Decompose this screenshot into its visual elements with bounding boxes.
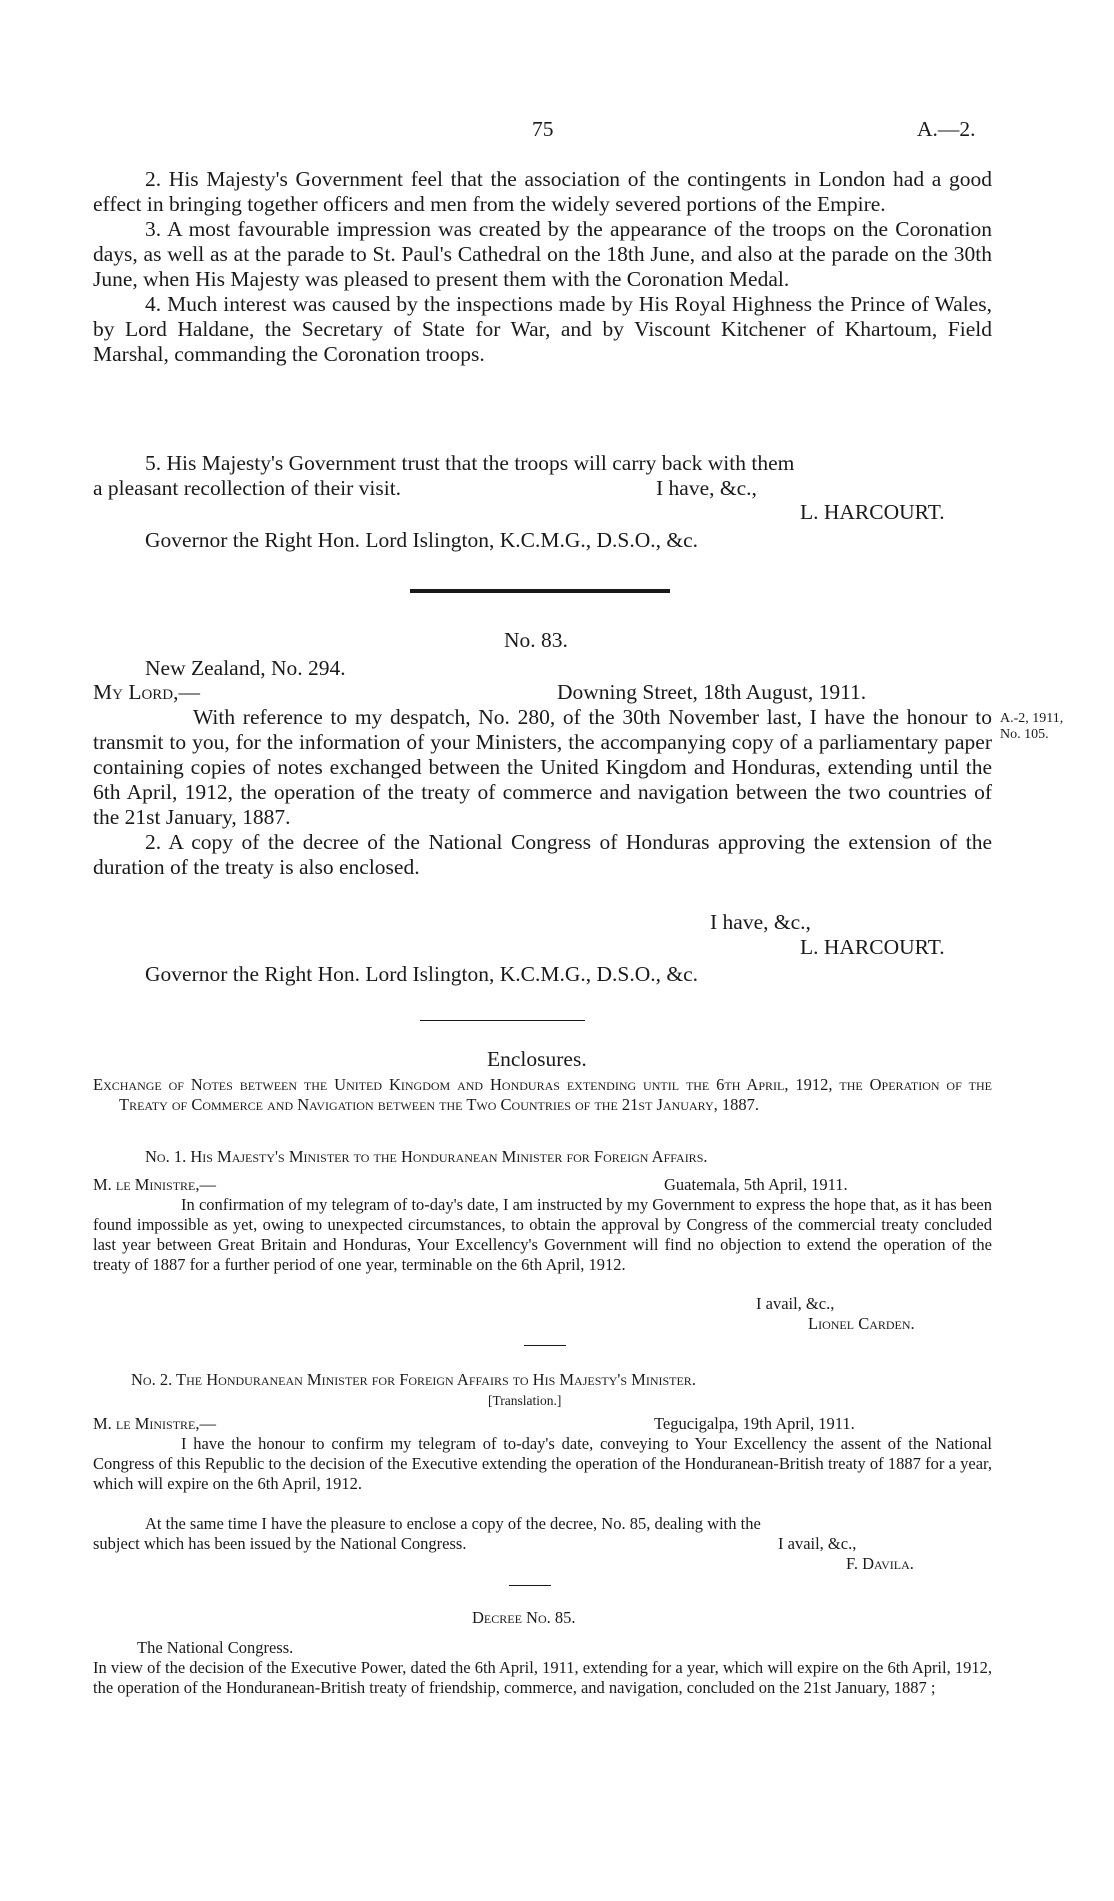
despatch-continuation bbox=[93, 167, 992, 367]
enclosure-2-body-2-line-1: At the same time I have the pleasure to enclose a copy of the decree, No. 85, dealing with the bbox=[145, 1514, 761, 1533]
paragraph: In view of the decision of the Executive Power, dated the 6th April, 1911, extending for a year, which will expire on the 6th April, 1912, the operation of the Honduranean-British treaty of friendship, commerce, and navigation, concluded on the 21st January, 1887 ; bbox=[93, 1658, 992, 1697]
location-date: Guatemala, 5th April, 1911. bbox=[664, 1175, 848, 1194]
enclosure-2-heading: No. 2. The Honduranean Minister for Foreign Affairs to His Majesty's Minister. bbox=[131, 1370, 696, 1389]
despatch-number-heading: No. 83. bbox=[504, 628, 568, 652]
enclosure-title bbox=[93, 1075, 992, 1115]
paragraph-5-line-1: 5. His Majesty's Government trust that the troops will carry back with them bbox=[145, 451, 795, 475]
location-date: Tegucigalpa, 19th April, 1911. bbox=[654, 1414, 855, 1433]
paragraph: In confirmation of my telegram of to-day's date, I am instructed by my Government to express the hope that, as it has been found impossible as yet, owing to unexpected circumstances, to obtain the approval by Congress of the commercial treaty concluded last year between Great Britain and Honduras, Your Excellency's Government will find no objection to extend the operation of the treaty of 1887 for a further period of one year, terminable on the 6th April, 1912. bbox=[93, 1195, 992, 1274]
margin-reference-line-1: A.-2, 1911, bbox=[1000, 711, 1064, 726]
section-divider bbox=[420, 1020, 585, 1021]
paragraph: With reference to my despatch, No. 280, of the 30th November last, I have the honour to transmit to you, for the information of your Ministers, the accompanying copy of a parliamentary paper containing copies of notes exchanged between the United Kingdom and Honduras, extending until the 6th April, 1912, the operation of the treaty of commerce and navigation between the two countries of the 21st January, 1887. bbox=[93, 705, 992, 829]
despatch-body bbox=[93, 705, 992, 880]
decree-heading: Decree No. 85. bbox=[472, 1608, 576, 1627]
signature: L. HARCOURT. bbox=[800, 500, 945, 524]
closing: I have, &c., bbox=[710, 910, 811, 934]
decree-body bbox=[93, 1658, 992, 1698]
signature: F. Davila. bbox=[846, 1554, 914, 1573]
enclosures-heading: Enclosures. bbox=[487, 1047, 587, 1071]
salutation: M. le Ministre,— bbox=[93, 1414, 216, 1433]
exchange-title-text: Exchange of Notes between the United Kingdom and Honduras extending until the 6th April, 1912, the Operation of the Treaty of Commerce and Navigation between the Two Countries of the 21st January, 1887. bbox=[93, 1075, 992, 1114]
closing: I have, &c., bbox=[656, 476, 757, 500]
paper-reference: A.—2. bbox=[917, 117, 976, 141]
section-divider bbox=[410, 589, 670, 593]
paragraph-5-line-2: a pleasant recollection of their visit. bbox=[93, 476, 402, 500]
page-number: 75 bbox=[532, 117, 554, 141]
signature: L. HARCOURT. bbox=[800, 935, 945, 959]
closing: I avail, &c., bbox=[756, 1294, 835, 1313]
salutation: My Lord,— bbox=[93, 680, 201, 704]
paragraph: 3. A most favourable impression was created by the appearance of the troops on the Coronation days, as well as at the parade to St. Paul's Cathedral on the 18th June, and also at the parade on the 30th June, when His Majesty was pleased to present them with the Coronation Medal. bbox=[93, 217, 992, 291]
margin-reference-line-2: No. 105. bbox=[1000, 727, 1049, 742]
location-date: Downing Street, 18th August, 1911. bbox=[557, 680, 867, 704]
section-divider bbox=[509, 1585, 551, 1586]
paragraph: I have the honour to confirm my telegram of to-day's date, conveying to Your Excellency the assent of the National Congress of this Republic to the decision of the Executive extending the operation of the Honduranean-British treaty of 1887 for a year, which will expire on the 6th April, 1912. bbox=[93, 1434, 992, 1493]
addressee: Governor the Right Hon. Lord Islington, K.C.M.G., D.S.O., &c. bbox=[145, 962, 698, 986]
salutation: M. le Ministre,— bbox=[93, 1175, 216, 1194]
enclosure-1-heading: No. 1. His Majesty's Minister to the Honduranean Minister for Foreign Affairs. bbox=[145, 1147, 708, 1166]
colony-reference: New Zealand, No. 294. bbox=[145, 656, 346, 680]
decree-issuer: The National Congress. bbox=[137, 1638, 294, 1657]
enclosure-1-body bbox=[93, 1195, 992, 1275]
closing: I avail, &c., bbox=[778, 1534, 857, 1553]
enclosure-2-body bbox=[93, 1434, 992, 1494]
paragraph: 2. A copy of the decree of the National Congress of Honduras approving the extension of the duration of the treaty is also enclosed. bbox=[93, 830, 992, 879]
addressee: Governor the Right Hon. Lord Islington, K.C.M.G., D.S.O., &c. bbox=[145, 528, 698, 552]
translation-note: [Translation.] bbox=[488, 1393, 562, 1408]
paragraph: 2. His Majesty's Government feel that the association of the contingents in London had a good effect in bringing together officers and men from the widely severed portions of the Empire. bbox=[93, 167, 992, 216]
enclosure-2-body-2-line-2: subject which has been issued by the National Congress. bbox=[93, 1534, 467, 1553]
signature: Lionel Carden. bbox=[808, 1314, 915, 1333]
section-divider bbox=[524, 1345, 566, 1346]
paragraph: 4. Much interest was caused by the inspections made by His Royal Highness the Prince of Wales, by Lord Haldane, the Secretary of State for War, and by Viscount Kitchener of Khartoum, Field Marshal, commanding the Coronation troops. bbox=[93, 292, 992, 366]
